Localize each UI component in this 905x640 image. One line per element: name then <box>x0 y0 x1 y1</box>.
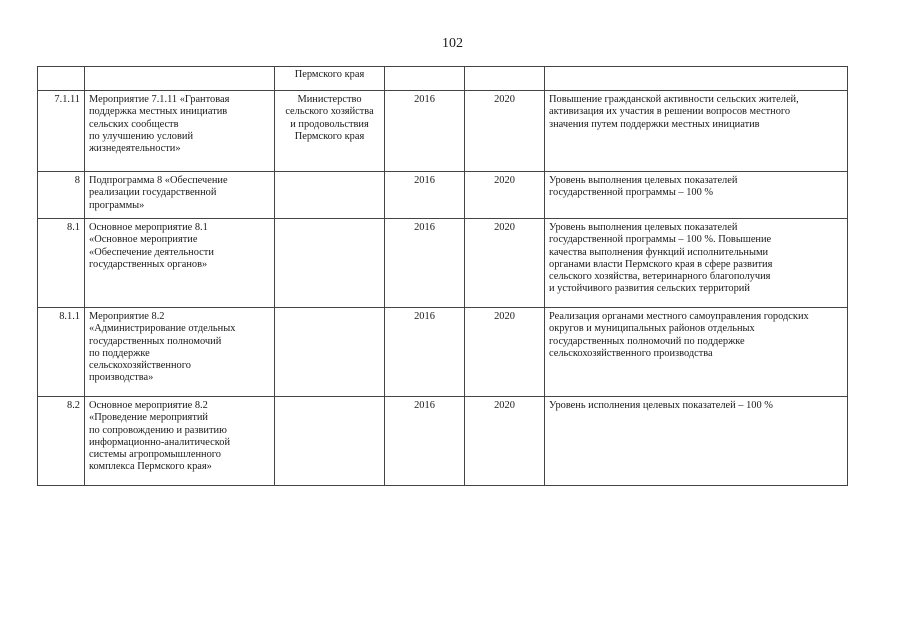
row-number: 8.1 <box>38 219 85 308</box>
responsible-executor: Пермского края <box>275 67 385 91</box>
responsible-executor: Министерство сельского хозяйства и продовольствия Пермского края <box>275 91 385 172</box>
end-year: 2020 <box>465 397 545 486</box>
expected-result: Уровень исполнения целевых показателей – 100 % <box>545 397 848 486</box>
start-year: 2016 <box>385 219 465 308</box>
start-year: 2016 <box>385 91 465 172</box>
table-row <box>38 91 848 172</box>
row-number: 8 <box>38 172 85 219</box>
table-row <box>38 308 848 397</box>
start-year: 2016 <box>385 397 465 486</box>
measure-name: Мероприятие 8.2 «Администрирование отдельных государственных полномочий по поддержке сельскохозяйственного производства» <box>85 308 275 397</box>
end-year <box>465 67 545 91</box>
program-table <box>37 66 848 486</box>
page-number: 102 <box>442 36 463 51</box>
table-row <box>38 219 848 308</box>
table-row <box>38 397 848 486</box>
table-row <box>38 172 848 219</box>
start-year: 2016 <box>385 308 465 397</box>
measure-name: Основное мероприятие 8.2 «Проведение мероприятий по сопровождению и развитию информационно-аналитической системы агропромышленного комплекса Пермского края» <box>85 397 275 486</box>
responsible-executor <box>275 219 385 308</box>
responsible-executor <box>275 172 385 219</box>
measure-name: Мероприятие 7.1.11 «Грантовая поддержка местных инициатив сельских сообществ по улучшению условий жизнедеятельности» <box>85 91 275 172</box>
responsible-executor <box>275 397 385 486</box>
row-number: 7.1.11 <box>38 91 85 172</box>
row-number <box>38 67 85 91</box>
measure-name: Подпрограмма 8 «Обеспечение реализации государственной программы» <box>85 172 275 219</box>
measure-name <box>85 67 275 91</box>
table-row <box>38 67 848 91</box>
end-year: 2020 <box>465 91 545 172</box>
start-year <box>385 67 465 91</box>
expected-result: Уровень выполнения целевых показателей государственной программы – 100 %. Повышение качества выполнения функций исполнительными органами власти Пермского края в сфере развития сельского хозяйства, ветеринарного благополучия и устойчивого развития сельских территорий <box>545 219 848 308</box>
end-year: 2020 <box>465 172 545 219</box>
end-year: 2020 <box>465 308 545 397</box>
start-year: 2016 <box>385 172 465 219</box>
expected-result <box>545 67 848 91</box>
expected-result: Повышение гражданской активности сельских жителей, активизация их участия в решении вопросов местного значения путем поддержки местных инициатив <box>545 91 848 172</box>
measure-name: Основное мероприятие 8.1 «Основное мероприятие «Обеспечение деятельности государственных органов» <box>85 219 275 308</box>
end-year: 2020 <box>465 219 545 308</box>
row-number: 8.1.1 <box>38 308 85 397</box>
responsible-executor <box>275 308 385 397</box>
row-number: 8.2 <box>38 397 85 486</box>
expected-result: Реализация органами местного самоуправления городских округов и муниципальных районов отдельных государственных полномочий по поддержке сельскохозяйственного производства <box>545 308 848 397</box>
expected-result: Уровень выполнения целевых показателей государственной программы – 100 % <box>545 172 848 219</box>
